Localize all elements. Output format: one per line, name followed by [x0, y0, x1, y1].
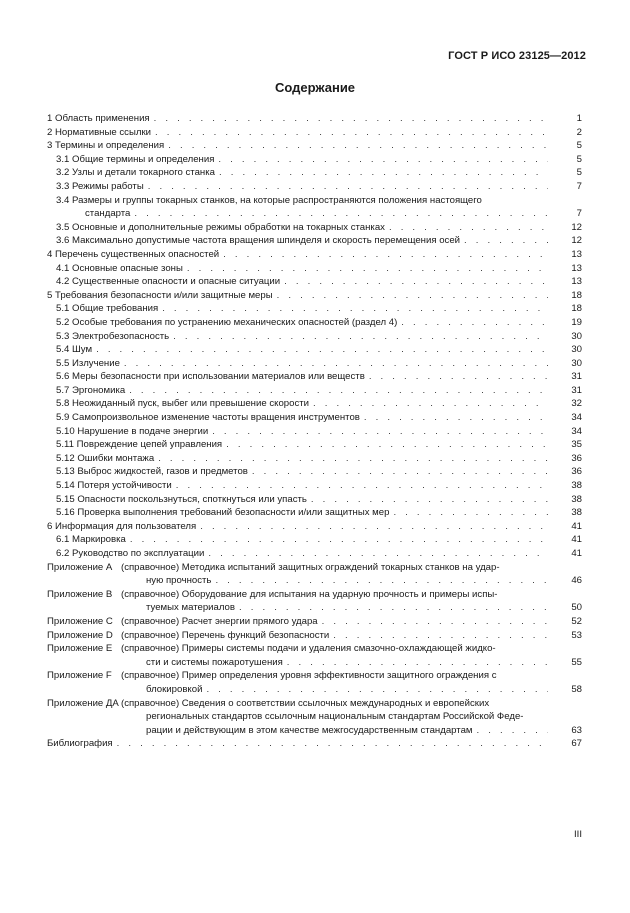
toc-entry-text: ную прочность	[146, 575, 212, 587]
dot-leader	[252, 465, 548, 479]
toc-entry-title	[56, 207, 134, 221]
toc-entry-title	[56, 180, 148, 194]
toc-page-number: 13	[571, 276, 582, 288]
toc-page-number: 12	[571, 221, 582, 233]
toc-entry-title	[47, 724, 477, 738]
dot-leader	[277, 289, 548, 303]
dot-leader	[364, 411, 548, 425]
dot-leader	[158, 452, 548, 466]
dot-leader	[212, 425, 548, 439]
toc-entry[interactable]	[47, 493, 582, 507]
toc-entry-text: блокировкой	[146, 683, 203, 695]
toc-entry-title	[47, 248, 223, 262]
dot-leader	[148, 180, 548, 194]
toc-page-number: 7	[576, 180, 582, 192]
dot-leader	[333, 629, 548, 643]
toc-entry-text: 1 Область применения	[47, 113, 150, 124]
dot-leader	[218, 153, 548, 167]
toc-page-number: 63	[571, 724, 582, 736]
dot-leader	[168, 139, 548, 153]
toc-entry-title	[56, 153, 218, 167]
toc-entry[interactable]	[47, 479, 582, 493]
dot-leader	[129, 384, 548, 398]
dot-leader	[130, 533, 548, 547]
dot-leader	[215, 574, 548, 588]
toc-entry-text: 5 Требования безопасности и/или защитные меры	[47, 289, 273, 301]
dot-leader	[219, 166, 548, 180]
toc-entry-title	[56, 275, 284, 289]
toc-page-number: 30	[571, 330, 582, 342]
toc-page-number: 13	[571, 262, 582, 274]
toc-page-number: 7	[576, 208, 582, 220]
page-title: Содержание	[274, 80, 356, 95]
toc-entry-title	[56, 465, 252, 479]
toc-entry[interactable]	[47, 656, 582, 670]
dot-leader	[162, 302, 548, 316]
toc-entry[interactable]	[47, 194, 582, 208]
toc-entry-title	[47, 737, 117, 751]
toc-entry-text: региональных стандартов ссылочным национальным стандартам Российской Феде-	[146, 711, 524, 723]
dot-leader	[176, 479, 548, 493]
dot-leader	[226, 438, 548, 452]
toc-page-number: 18	[571, 303, 582, 315]
toc-page-number: 67	[571, 738, 582, 750]
toc-entry-title	[56, 384, 129, 398]
toc-entry-title	[56, 370, 369, 384]
page-number: III	[574, 829, 582, 840]
appendix-label: Приложение D	[47, 629, 113, 641]
toc-entry[interactable]	[47, 330, 582, 344]
toc-entry-text: 3.5 Основные и дополнительные режимы обработки на токарных станках	[56, 221, 385, 233]
toc-entry[interactable]	[47, 221, 582, 235]
toc-page-number: 35	[571, 439, 582, 451]
dot-leader	[287, 656, 548, 670]
toc-entry[interactable]	[47, 669, 582, 683]
dot-leader	[389, 221, 548, 235]
toc-entry[interactable]	[47, 452, 582, 466]
toc-entry-title	[47, 710, 527, 724]
toc-entry[interactable]	[47, 629, 582, 643]
dot-leader	[187, 262, 548, 276]
toc-entry[interactable]	[47, 601, 582, 615]
toc-entry[interactable]	[47, 153, 582, 167]
toc-entry-title	[56, 357, 124, 371]
toc-entry[interactable]	[47, 112, 582, 126]
toc-entry-text: 5.4 Шум	[56, 344, 93, 356]
toc-entry[interactable]	[47, 561, 582, 575]
dot-leader	[134, 207, 548, 221]
toc-page-number: 34	[571, 412, 582, 424]
dot-leader	[206, 683, 548, 697]
toc-entry-text: 5.9 Самопроизвольное изменение частоты вращения инструментов	[56, 412, 360, 424]
toc-entry-text: 5.6 Меры безопасности при использовании материалов или веществ	[56, 371, 365, 383]
toc-entry-text: 2 Нормативные ссылки	[47, 126, 152, 138]
toc-entry-text: 6.1 Маркировка	[56, 534, 126, 546]
toc-entry-title	[47, 656, 287, 670]
toc-entry[interactable]	[47, 180, 582, 194]
toc-entry-title	[47, 289, 277, 303]
toc-page-number: 31	[571, 371, 582, 383]
toc-entry[interactable]	[47, 737, 582, 751]
toc-entry-title	[56, 452, 158, 466]
appendix-label: Приложение В	[47, 588, 113, 600]
toc-entry-text: сти и системы пожаротушения	[146, 656, 283, 668]
toc-entry[interactable]	[47, 724, 582, 738]
toc-entry[interactable]	[47, 397, 582, 411]
toc-entry-title	[56, 479, 176, 493]
dot-leader	[239, 601, 548, 615]
toc-entry-title	[47, 588, 501, 602]
toc-entry-title	[47, 561, 504, 575]
toc-page-number: 58	[571, 683, 582, 695]
toc-entry-text: (справочное) Сведения о соответствии ссылочных международных и европейских	[121, 697, 490, 709]
toc-entry-text: 3.4 Размеры и группы токарных станков, на которые распространяются положения настоящего	[56, 194, 482, 206]
toc-entry-text: 5.5 Излучение	[56, 357, 120, 369]
toc-entry[interactable]	[47, 520, 582, 534]
toc-page-number: 38	[571, 493, 582, 505]
toc-entry[interactable]	[47, 289, 582, 303]
toc-entry-text: 4 Перечень существенных опасностей	[47, 248, 220, 260]
toc-entry-title	[47, 669, 501, 683]
toc-entry-text: 4.2 Существенные опасности и опасные ситуации	[56, 276, 281, 288]
toc-entry-text: 5.11 Повреждение цепей управления	[56, 439, 223, 451]
appendix-label: Приложение Е	[47, 643, 113, 655]
toc-entry-text: 6 Информация для пользователя	[47, 520, 197, 532]
toc-entry-title	[47, 642, 500, 656]
toc-page-number: 13	[571, 248, 582, 260]
toc-entry-text: рации и действующим в этом качестве межгосударственным стандартам	[146, 724, 473, 736]
toc-entry-title	[56, 397, 313, 411]
toc-entry-text: 3.1 Общие термины и определения	[56, 153, 215, 165]
dot-leader	[464, 234, 548, 248]
toc-page-number: 38	[571, 507, 582, 519]
toc-entry-text: 4.1 Основные опасные зоны	[56, 262, 183, 274]
toc-entry-title	[47, 615, 322, 629]
toc-entry-text: стандарта	[85, 208, 131, 220]
dot-leader	[393, 506, 548, 520]
dot-leader	[208, 547, 548, 561]
toc-page-number: 19	[571, 316, 582, 328]
toc-entry-text: (справочное) Расчет энергии прямого удара	[121, 615, 318, 627]
dot-leader	[124, 357, 548, 371]
toc-entry-text: 3 Термины и определения	[47, 140, 165, 152]
toc-page-number: 2	[576, 126, 582, 138]
table-of-contents	[47, 112, 582, 751]
toc-entry[interactable]	[47, 248, 582, 262]
toc-page-number: 18	[571, 289, 582, 301]
toc-page-number: 41	[571, 548, 582, 559]
toc-entry[interactable]	[47, 574, 582, 588]
toc-entry-title	[56, 343, 96, 357]
dot-leader	[96, 343, 548, 357]
dot-leader	[173, 330, 548, 344]
toc-entry-title	[47, 601, 239, 615]
toc-entry[interactable]	[47, 275, 582, 289]
toc-entry-title	[56, 221, 389, 235]
toc-page-number: 5	[576, 140, 582, 152]
toc-entry-text: 5.2 Особые требования по устранению механических опасностей (раздел 4)	[56, 316, 398, 328]
toc-page-number: 41	[571, 534, 582, 546]
toc-page-number: 32	[571, 398, 582, 410]
toc-entry[interactable]	[47, 465, 582, 479]
toc-entry-title	[56, 411, 364, 425]
toc-entry-title	[47, 126, 155, 140]
toc-entry-title	[47, 629, 333, 643]
toc-entry-title	[47, 520, 200, 534]
dot-leader	[200, 520, 548, 534]
appendix-label: Приложение ДА	[47, 697, 119, 709]
dot-leader	[311, 493, 548, 507]
toc-page-number: 50	[571, 602, 582, 614]
toc-page-number: 52	[571, 615, 582, 627]
toc-entry-text: 3.2 Узлы и детали токарного станка	[56, 167, 215, 179]
dot-leader	[369, 370, 548, 384]
toc-entry[interactable]	[47, 166, 582, 180]
dot-leader	[155, 126, 548, 140]
dot-leader	[223, 248, 548, 262]
toc-page-number: 36	[571, 466, 582, 478]
toc-page-number: 31	[571, 384, 582, 396]
toc-page-number: 46	[571, 575, 582, 587]
toc-entry[interactable]	[47, 588, 582, 602]
toc-entry[interactable]	[47, 316, 582, 330]
toc-entry-title	[56, 262, 187, 276]
toc-entry-text: 5.1 Общие требования	[56, 303, 159, 315]
toc-entry-text: (справочное) Пример определения уровня эффективности защитного ограждения с	[121, 670, 497, 682]
toc-entry-title	[56, 234, 464, 248]
toc-entry[interactable]	[47, 710, 582, 724]
dot-leader	[313, 397, 548, 411]
toc-entry-text: 5.8 Неожиданный пуск, выбег или превышение скорости	[56, 398, 309, 410]
toc-page-number: 30	[571, 357, 582, 369]
toc-entry-text: Библиография	[47, 738, 113, 750]
toc-entry-title	[47, 574, 215, 588]
toc-page-number: 5	[576, 167, 582, 179]
toc-page-number: 5	[576, 153, 582, 165]
toc-entry-text: (справочное) Оборудование для испытания на ударную прочность и примеры испы-	[121, 588, 498, 600]
toc-entry[interactable]	[47, 126, 582, 140]
toc-entry-title	[56, 194, 486, 208]
appendix-label: Приложение С	[47, 615, 113, 627]
toc-page-number: 38	[571, 480, 582, 492]
toc-entry-title	[47, 697, 493, 711]
toc-entry-text: (справочное) Методика испытаний защитных ограждений токарных станков на удар-	[121, 561, 500, 573]
toc-entry-title	[56, 533, 130, 547]
toc-entry-title	[47, 139, 168, 153]
appendix-label: Приложение F	[47, 670, 112, 682]
toc-entry[interactable]	[47, 357, 582, 371]
toc-page-number: 1	[576, 113, 582, 124]
toc-page-number: 53	[571, 629, 582, 641]
toc-page-number: 36	[571, 452, 582, 464]
toc-entry[interactable]	[47, 343, 582, 357]
toc-entry[interactable]	[47, 697, 582, 711]
toc-entry[interactable]	[47, 262, 582, 276]
toc-entry-text: 5.13 Выброс жидкостей, газов и предметов	[56, 466, 248, 478]
toc-entry-text: 5.14 Потеря устойчивости	[56, 480, 172, 492]
toc-entry-text: 5.15 Опасности поскользнуться, споткнуться или упасть	[56, 493, 307, 505]
toc-page-number: 12	[571, 235, 582, 247]
toc-entry-title	[56, 166, 219, 180]
toc-entry[interactable]	[47, 411, 582, 425]
toc-entry-title	[47, 112, 154, 126]
dot-leader	[477, 724, 549, 738]
appendix-label: Приложение А	[47, 561, 113, 573]
toc-page-number: 41	[571, 520, 582, 532]
toc-entry-text: 5.3 Электробезопасность	[56, 330, 170, 342]
document-code: ГОСТ Р ИСО 23125—2012	[448, 50, 586, 62]
toc-entry-text: (справочное) Перечень функций безопасности	[121, 629, 330, 641]
toc-entry[interactable]	[47, 615, 582, 629]
toc-entry-text: (справочное) Примеры системы подачи и удаления смазочно-охлаждающей жидко-	[121, 643, 496, 655]
toc-entry[interactable]	[47, 384, 582, 398]
dot-leader	[322, 615, 548, 629]
toc-page-number: 55	[571, 656, 582, 668]
toc-entry-text: 6.2 Руководство по эксплуатации	[56, 548, 205, 559]
toc-entry[interactable]	[47, 438, 582, 452]
toc-entry[interactable]	[47, 533, 582, 547]
toc-entry[interactable]	[47, 683, 582, 697]
dot-leader	[284, 275, 548, 289]
toc-entry-text: туемых материалов	[146, 602, 235, 614]
dot-leader	[117, 737, 548, 751]
toc-entry-title	[56, 506, 393, 520]
toc-entry-title	[56, 547, 208, 561]
toc-entry-title	[56, 302, 162, 316]
toc-entry-text: 3.6 Максимально допустимые частота вращения шпинделя и скорость перемещения осей	[56, 235, 461, 247]
dot-leader	[154, 112, 548, 126]
toc-entry-title	[56, 316, 401, 330]
toc-entry-text: 5.10 Нарушение в подаче энергии	[56, 425, 209, 437]
toc-entry[interactable]	[47, 425, 582, 439]
toc-entry-text: 5.16 Проверка выполнения требований безопасности и/или защитных мер	[56, 507, 390, 519]
toc-entry[interactable]	[47, 139, 582, 153]
toc-entry[interactable]	[47, 506, 582, 520]
toc-entry[interactable]	[47, 207, 582, 221]
toc-entry[interactable]	[47, 642, 582, 656]
toc-entry-title	[56, 438, 226, 452]
toc-entry-title	[47, 683, 206, 697]
toc-entry-title	[56, 330, 173, 344]
toc-entry-text: 5.12 Ошибки монтажа	[56, 452, 155, 464]
toc-entry-text: 5.7 Эргономика	[56, 384, 126, 396]
toc-page-number: 30	[571, 344, 582, 356]
toc-page-number: 34	[571, 425, 582, 437]
toc-entry-title	[56, 425, 212, 439]
toc-entry[interactable]	[47, 234, 582, 248]
toc-entry-title	[56, 493, 311, 507]
toc-entry[interactable]	[47, 370, 582, 384]
toc-entry-text: 3.3 Режимы работы	[56, 180, 144, 192]
dot-leader	[401, 316, 548, 330]
toc-entry[interactable]	[47, 547, 582, 561]
toc-entry[interactable]	[47, 302, 582, 316]
